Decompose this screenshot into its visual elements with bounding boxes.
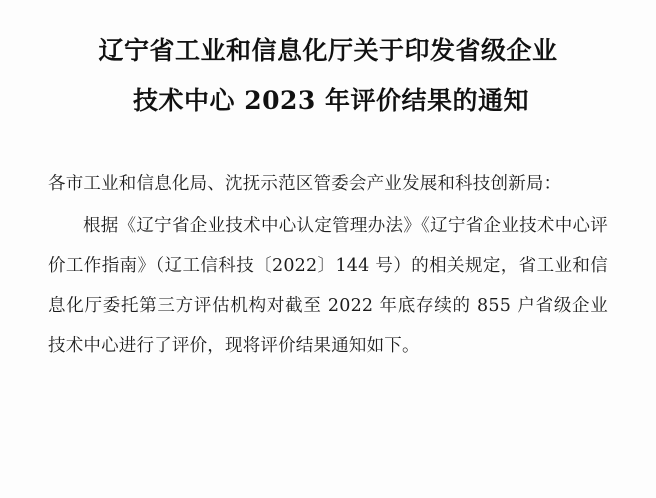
salutation-paragraph: 各市工业和信息化局、沈抚示范区管委会产业发展和科技创新局：	[48, 174, 562, 194]
page-title-line-2: 技术中心 2023 年评价结果的通知	[133, 86, 529, 115]
page-title	[48, 26, 608, 126]
document-body	[48, 164, 608, 366]
basis-paragraph: 根据《辽宁省企业技术中心认定管理办法》《辽宁省企业技术中心评价工作指南》（辽工信科技〔2022〕144 号）的相关规定，省工业和信息化厅委托第三方评估机构对截至 2022 年底存续的 855 户省级企业技术中心进行了评价，现将评价结果通知如下。	[48, 216, 608, 356]
page-title-line-1: 辽宁省工业和信息化厅关于印发省级企业	[98, 36, 558, 65]
